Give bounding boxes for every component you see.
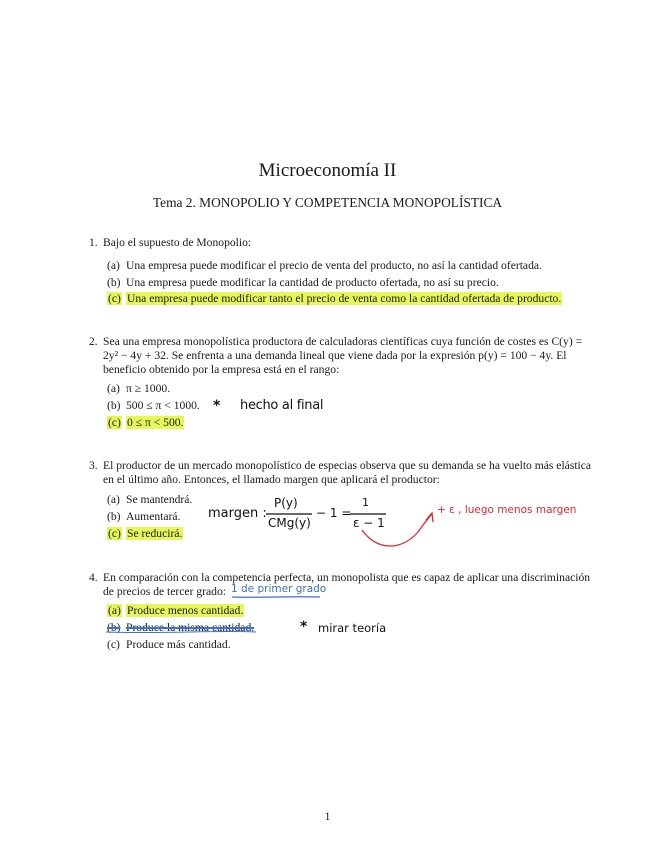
q4-handwritten-note: mirar teoría [318, 621, 387, 635]
q3-margen-label: margen : [208, 506, 267, 521]
q3-frac1-numerator: P(y) [274, 496, 298, 510]
q2-option-a-label: (a) [107, 382, 120, 395]
q3-option-a-label: (a) [107, 493, 120, 506]
q2-option-a-text: π ≥ 1000. [126, 382, 171, 395]
question-2-line-3: beneficio obtenido por la empresa está en el rango: [103, 363, 340, 376]
q1-option-b-label: (b) [107, 276, 121, 289]
q4-option-a-label: (a) [108, 604, 121, 617]
q4-option-c-text: Produce más cantidad. [126, 638, 231, 651]
q4-blue-underline [232, 597, 320, 598]
q2-option-b-text: 500 ≤ π < 1000. [126, 399, 200, 412]
question-3-line-1: El productor de un mercado monopolístico de especias observa que su demanda se ha vuelto más elástica [103, 459, 592, 472]
question-4-line-1: En comparación con la competencia perfecta, un monopolista que es capaz de aplicar una discriminación [103, 571, 591, 584]
question-4-number: 4. [89, 571, 98, 584]
q2-option-b-label: (b) [107, 399, 121, 412]
question-4-line-2: de precios de tercer grado: [103, 585, 226, 598]
q3-red-arrow-curve [362, 514, 432, 546]
q4-option-b-text: Produce la misma cantidad. [126, 621, 255, 634]
document-title: Microeconomía II [258, 160, 397, 181]
q4-option-b-blue-scribble [106, 631, 256, 632]
q3-option-b-label: (b) [107, 510, 121, 523]
q4-option-a-text: Produce menos cantidad. [127, 604, 244, 617]
question-2-line-1: Sea una empresa monopolística productora de calculadoras científicas cuya función de costes es C(y) = [103, 335, 583, 348]
q3-option-b-text: Aumentará. [126, 510, 181, 523]
question-1-text: Bajo el supuesto de Monopolio: [103, 236, 252, 249]
q3-frac2-denominator: ε − 1 [353, 516, 385, 530]
q3-minus-one: − 1 = [316, 506, 352, 520]
q3-frac1-denominator: CMg(y) [268, 516, 311, 530]
q2-option-c-label: (c) [108, 416, 121, 429]
q3-red-note: + ε , luego menos margen [437, 504, 577, 516]
q2-option-c-text: 0 ≤ π < 500. [127, 416, 184, 429]
question-3-number: 3. [89, 459, 98, 472]
page-number: 1 [324, 810, 331, 823]
q3-option-c-label: (c) [108, 527, 121, 540]
q1-option-c-text: Una empresa puede modificar tanto el precio de venta como la cantidad ofertada de producto. [127, 292, 562, 305]
question-2-number: 2. [89, 335, 98, 348]
question-3-line-2: en el último año. Entonces, el llamado margen que aplicará el productor: [103, 473, 440, 486]
q3-option-c-text: Se reducirá. [127, 527, 183, 540]
q1-option-a-text: Una empresa puede modificar el precio de venta del producto, no así la cantidad ofertada. [126, 259, 542, 272]
q3-frac2-numerator: 1 [362, 496, 369, 509]
q2-handwritten-star: * [213, 398, 221, 414]
q1-option-c-label: (c) [108, 292, 121, 305]
document-subtitle: Tema 2. MONOPOLIO Y COMPETENCIA MONOPOLÍSTICA [152, 195, 503, 210]
q2-handwritten-note: hecho al final [240, 398, 324, 413]
q1-option-a-label: (a) [107, 259, 120, 272]
q4-option-b-label: (b) [107, 621, 121, 634]
q4-option-c-label: (c) [107, 638, 120, 651]
question-2-line-2: 2y² − 4y + 32. Se enfrenta a una demanda lineal que viene dada por la expresión p(y) = 100 − 4y. El [103, 349, 567, 362]
q3-option-a-text: Se mantendrá. [126, 493, 193, 506]
question-1-number: 1. [89, 236, 98, 249]
q1-option-b-text: Una empresa puede modificar la cantidad de producto ofertada, no así su precio. [126, 276, 499, 289]
q4-blue-note: 1 de primer grado [231, 583, 327, 595]
q4-handwritten-star: * [300, 619, 308, 635]
